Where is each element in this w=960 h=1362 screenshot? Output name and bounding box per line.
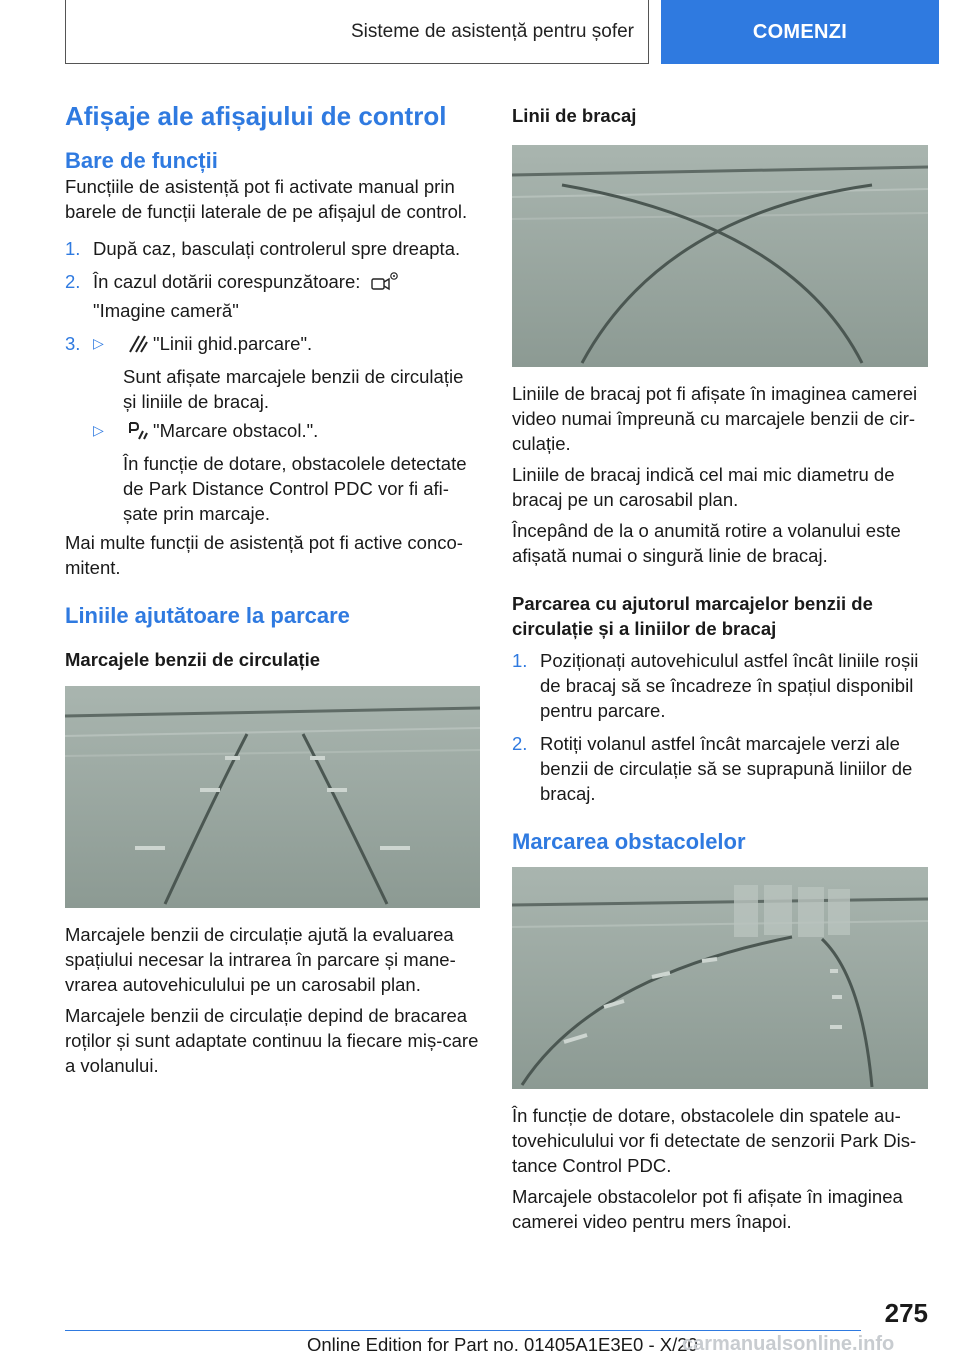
- camera-gear-icon: [370, 270, 400, 298]
- step-text: Poziționați autovehiculul astfel încât liniile roșii de bracaj să se încadreze în spațiul disponibil pentru parcare.: [540, 649, 919, 721]
- heading-parking-lines: Liniile ajutătoare la parcare: [65, 603, 350, 628]
- paragraph-turning-1: Liniile de bracaj pot fi afișate în imaginea camerei video numai împreună cu marcajele benzii de cir-culație.: [512, 382, 918, 454]
- watermark: carmanualsonline.info: [682, 1333, 895, 1355]
- step-number: 2.: [65, 271, 81, 292]
- step-text: După caz, basculați controlerul spre dreapta.: [93, 238, 461, 259]
- steps-list: [65, 236, 480, 526]
- heading-turning-lines: Linii de bracaj: [512, 105, 637, 126]
- paragraph-lane-1: Marcajele benzii de circulație ajută la evaluarea spațiului necesar la intrarea în parcare și mane-vrarea autovehiculului pe un carosabil plan.: [65, 924, 456, 996]
- substep-label: "Marcare obstacol.".: [153, 420, 319, 441]
- parking-step-2: [512, 731, 928, 806]
- step-number: 2.: [512, 732, 528, 754]
- header-section-tab: [65, 0, 649, 64]
- heading-function-bars: Bare de funcții: [65, 147, 218, 173]
- header-chapter-tab: [661, 0, 939, 64]
- right-column: [512, 100, 928, 1240]
- turning-lines-figure: [512, 145, 928, 367]
- substep-desc: Sunt afișate marcajele benzii de circulație și liniile de bracaj.: [123, 366, 464, 412]
- page-title: Afișaje ale afișajului de control: [65, 101, 447, 131]
- step-number: 3.: [65, 333, 81, 354]
- paragraph-lane-2: Marcajele benzii de circulație depind de bracarea roților și sunt adaptate continuu la fiecare miș-care a volanului.: [65, 1005, 479, 1077]
- paragraph-obstacle-1: În funcție de dotare, obstacolele din spatele au-tovehiculului vor fi detectate de senzorii Park Dis-tance Control PDC.: [512, 1105, 917, 1177]
- parking-steps-list: [512, 648, 928, 806]
- paragraph-turning-3: Începând de la o anumită rotire a volanului este afișată numai o singură linie de bracaj.: [512, 519, 901, 566]
- step-2: [65, 269, 480, 323]
- page-number: 275: [884, 1298, 928, 1328]
- step-text-camera: "Imagine cameră": [93, 300, 239, 321]
- heading-lane-markings: Marcajele benzii de circulație: [65, 648, 320, 670]
- footer-edition: Online Edition for Part no. 01405A1E3E0 - X/20: [307, 1334, 698, 1355]
- footer-divider: [65, 1330, 861, 1331]
- guide-lines-icon: [127, 332, 149, 360]
- substep-obstacle-marking: [93, 418, 480, 526]
- paragraph-more-functions: Mai multe funcții de asistență pot fi active conco-mitent.: [65, 532, 463, 578]
- header-chapter-title: COMENZI: [752, 20, 848, 43]
- step-3: [65, 331, 480, 526]
- paragraph-function-bars: Funcțiile de asistență pot fi activate manual prin barele de funcții laterale de pe afișajul de control.: [65, 176, 468, 222]
- step-text: În cazul dotării corespunzătoare:: [93, 271, 361, 292]
- triangle-bullet-icon: ▷: [93, 335, 104, 351]
- substep-label: "Linii ghid.parcare".: [153, 333, 313, 354]
- paragraph-obstacle-2: Marcajele obstacolelor pot fi afișate în imaginea camerei video pentru mers înapoi.: [512, 1186, 903, 1233]
- substep-guide-lines: [93, 331, 480, 414]
- left-column: [65, 100, 480, 1084]
- parking-step-1: [512, 648, 928, 723]
- step-number: 1.: [512, 649, 528, 671]
- header-section-title: Sisteme de asistență pentru șofer: [350, 20, 634, 42]
- obstacle-marking-icon: [127, 419, 149, 447]
- step-1: [65, 236, 480, 261]
- lane-markings-figure: [65, 686, 480, 908]
- heading-obstacle-marking: Marcarea obstacolelor: [512, 828, 746, 854]
- step-text: Rotiți volanul astfel încât marcajele verzi ale benzii de circulație să se suprapună liniilor de bracaj.: [540, 732, 913, 804]
- substep-desc: În funcție de dotare, obstacolele detectate de Park Distance Control PDC vor fi afi-șate prin marcaje.: [123, 453, 467, 524]
- step-number: 1.: [65, 238, 81, 259]
- triangle-bullet-icon: ▷: [93, 422, 104, 438]
- paragraph-turning-2: Liniile de bracaj indică cel mai mic diametru de bracaj pe un carosabil plan.: [512, 463, 895, 510]
- obstacle-marking-figure: [512, 867, 928, 1089]
- heading-parking-with-markings: Parcarea cu ajutorul marcajelor benzii de circulație și a liniilor de bracaj: [512, 592, 873, 639]
